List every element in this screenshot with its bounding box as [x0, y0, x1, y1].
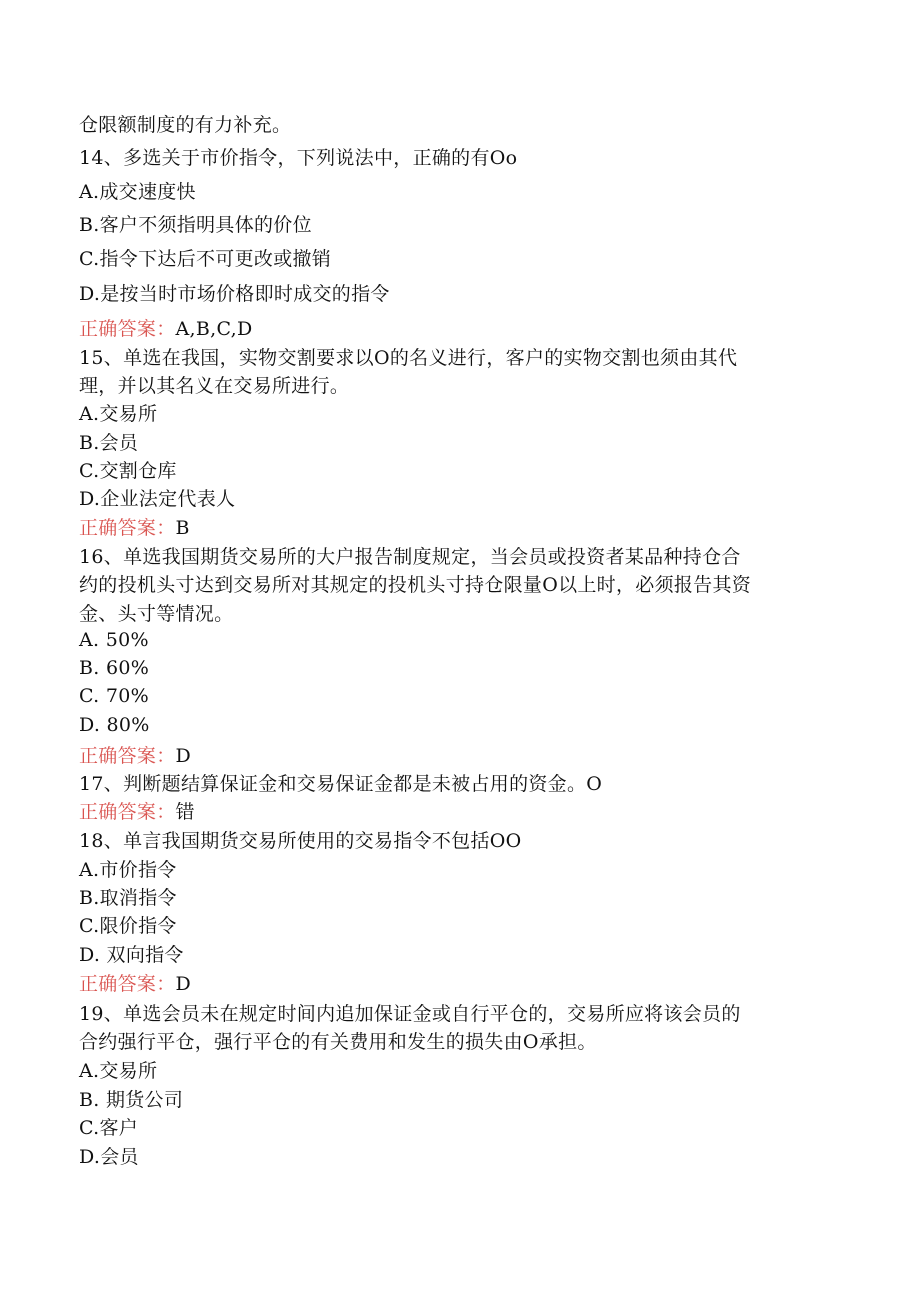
answer-label: 正确答案： — [79, 318, 176, 340]
answer-value: 错 — [175, 801, 195, 823]
text-line: C.客户 — [79, 1117, 139, 1139]
text-line: 金、头寸等情况。 — [79, 603, 234, 625]
answer-value: D — [175, 745, 192, 767]
text-line: 理，并以其名义在交易所进行。 — [79, 375, 350, 397]
answer-value: D — [175, 973, 192, 995]
text-line: 仓限额制度的有力补充。 — [79, 114, 292, 136]
text-line: D.企业法定代表人 — [79, 488, 236, 510]
text-line: 15、单选在我国，实物交割要求以O的名义进行，客户的实物交割也须由其代 — [79, 347, 738, 369]
text-line: 19、单选会员未在规定时间内追加保证金或自行平仓的，交易所应将该会员的 — [79, 1003, 741, 1025]
text-line: D. 双向指令 — [79, 944, 184, 966]
text-line: 合约强行平仓，强行平仓的有关费用和发生的损失由O承担。 — [79, 1031, 597, 1053]
text-line: 约的投机头寸达到交易所对其规定的投机头寸持仓限量O以上时，必须报告其资 — [79, 574, 752, 596]
text-line: D.会员 — [79, 1146, 139, 1168]
text-line: B.取消指令 — [79, 887, 177, 909]
text-line: B. 60% — [79, 657, 150, 679]
answer-label: 正确答案： — [79, 973, 176, 995]
text-line: A.市价指令 — [79, 859, 177, 881]
answer-line — [79, 317, 253, 341]
text-line: B.会员 — [79, 432, 139, 454]
answer-line — [79, 744, 191, 768]
text-line: C.指令下达后不可更改或撤销 — [79, 248, 332, 270]
text-line: 14、多选关于市价指令，下列说法中，正确的有Oo — [79, 147, 518, 169]
answer-line — [79, 972, 191, 996]
text-line: D.是按当时市场价格即时成交的指令 — [79, 283, 390, 305]
text-line: C. 70% — [79, 685, 149, 707]
text-line: 16、单选我国期货交易所的大户报告制度规定，当会员或投资者某品种持仓合 — [79, 546, 741, 568]
answer-label: 正确答案： — [79, 517, 176, 539]
text-line: 18、单言我国期货交易所使用的交易指令不包括OO — [79, 830, 522, 852]
answer-value: A,B,C,D — [175, 318, 253, 340]
text-line: A.交易所 — [79, 403, 158, 425]
answer-label: 正确答案： — [79, 801, 176, 823]
text-line: C.限价指令 — [79, 915, 177, 937]
text-line: B. 期货公司 — [79, 1089, 184, 1111]
answer-line — [79, 516, 190, 540]
text-line: 17、判断题结算保证金和交易保证金都是未被占用的资金。O — [79, 773, 603, 795]
answer-value: B — [175, 517, 190, 539]
answer-line — [79, 800, 195, 824]
answer-label: 正确答案： — [79, 745, 176, 767]
text-line: B.客户不须指明具体的价位 — [79, 214, 312, 236]
text-line: D. 80% — [79, 714, 150, 736]
text-line: A. 50% — [79, 629, 149, 651]
text-line: C.交割仓库 — [79, 460, 177, 482]
text-line: A.交易所 — [79, 1060, 158, 1082]
text-line: A.成交速度快 — [79, 181, 196, 203]
